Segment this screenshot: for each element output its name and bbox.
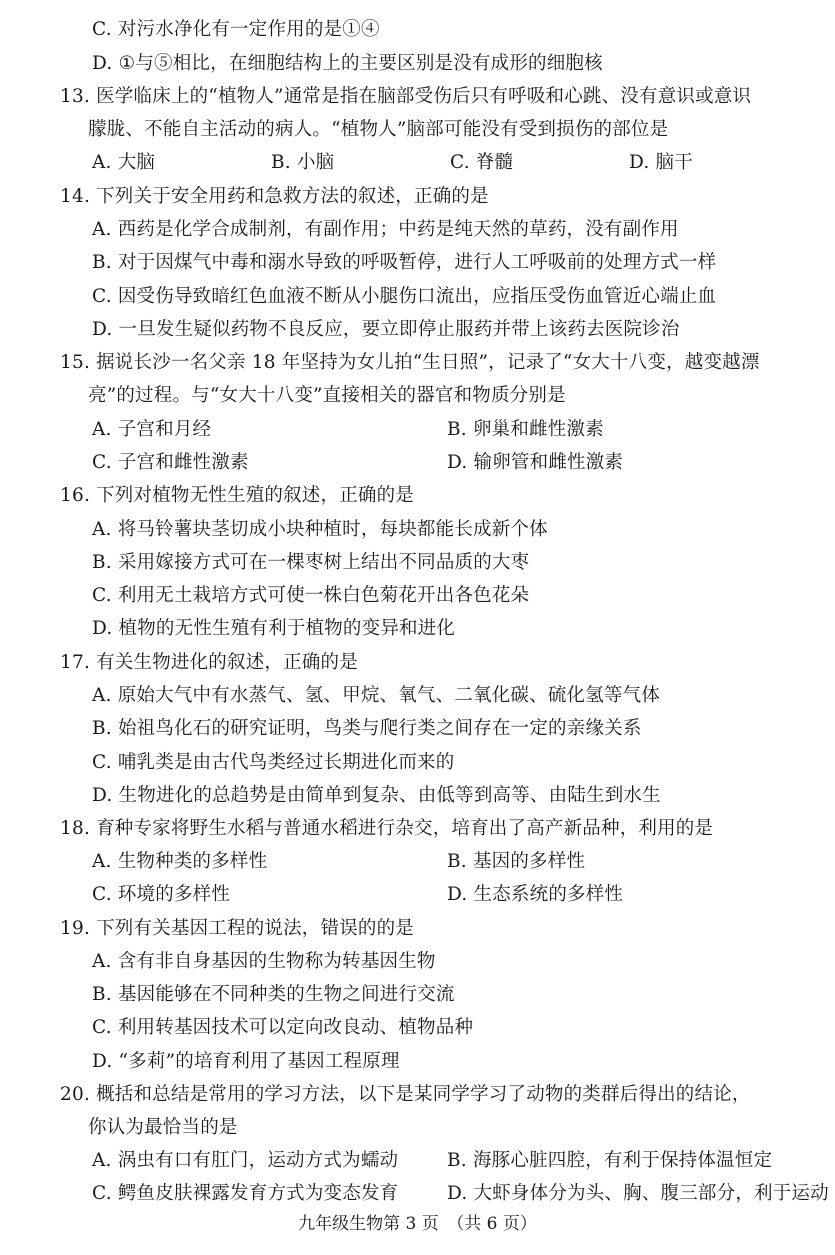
- question-18-stem: 18. 育种专家将野生水稻与普通水稻进行杂交，培育出了高产新品种，利用的是: [60, 818, 714, 839]
- option-c: C. 鳄鱼皮肤裸露发育方式为变态发育: [92, 1183, 399, 1204]
- page-footer: 九年级生物第 3 页 （共 6 页）: [298, 1214, 537, 1234]
- option-c: C. 子宫和雌性激素: [92, 452, 249, 473]
- question-20-options-ab: [92, 1149, 825, 1173]
- option-d: D. 生态系统的多样性: [447, 884, 624, 905]
- question-15-options-cd: [92, 451, 825, 475]
- question-14-stem: 14. 下列关于安全用药和急救方法的叙述，正确的是: [60, 186, 489, 207]
- option-c: C. 脊髓: [450, 152, 514, 173]
- question-13-stem: 13. 医学临床上的“植物人”通常是指在脑部受伤后只有呼吸和心跳、没有意识或意识: [60, 86, 752, 107]
- option-a: A. 生物种类的多样性: [92, 851, 268, 872]
- question-20-stem: 20. 概括和总结是常用的学习方法，以下是某同学学习了动物的类群后得出的结论，: [60, 1084, 751, 1105]
- option-a: A. 含有非自身基因的生物称为转基因生物: [92, 951, 436, 972]
- question-15-options-ab: [92, 418, 825, 442]
- option-a: A. 涡虫有口有肛门，运动方式为蠕动: [92, 1150, 399, 1171]
- option-b: B. 海豚心脏四腔，有利于保持体温恒定: [447, 1150, 773, 1171]
- option-b: B. 基因能够在不同种类的生物之间进行交流: [92, 984, 455, 1005]
- option-d: D. ①与⑤相比，在细胞结构上的主要区别是没有成形的细胞核: [92, 53, 603, 74]
- option-c: C. 利用无土栽培方式可使一株白色菊花开出各色花朵: [92, 585, 530, 606]
- option-c: C. 环境的多样性: [92, 884, 231, 905]
- option-b: B. 始祖鸟化石的研究证明，鸟类与爬行类之间存在一定的亲缘关系: [92, 718, 642, 739]
- question-18-options-cd: [92, 883, 825, 907]
- question-20-stem-cont: 你认为最恰当的是: [88, 1117, 238, 1138]
- option-c: C. 对污水净化有一定作用的是①④: [92, 19, 380, 40]
- question-15-stem: 15. 据说长沙一名父亲 18 年坚持为女儿拍“生日照”，记录了“女大十八变，越变越漂: [60, 352, 760, 373]
- option-b: B. 小脑: [271, 152, 335, 173]
- option-b: B. 采用嫁接方式可在一棵枣树上结出不同品质的大枣: [92, 552, 530, 573]
- question-20-options-cd: [92, 1182, 829, 1206]
- option-d: D. “多莉”的培育利用了基因工程原理: [92, 1051, 400, 1072]
- option-c: C. 哺乳类是由古代鸟类经过长期进化而来的: [92, 752, 455, 773]
- option-b: B. 对于因煤气中毒和溺水导致的呼吸暂停，进行人工呼吸前的处理方式一样: [92, 252, 717, 273]
- option-a: A. 西药是化学合成制剂，有副作用；中药是纯天然的草药，没有副作用: [92, 219, 679, 240]
- option-a: A. 大脑: [92, 152, 156, 173]
- question-19-stem: 19. 下列有关基因工程的说法，错误的的是: [60, 918, 415, 939]
- option-a: A. 将马铃薯块茎切成小块种植时，每块都能长成新个体: [92, 519, 548, 540]
- question-13-options: [92, 151, 825, 175]
- question-15-stem-cont: 亮”的过程。与“女大十八变”直接相关的器官和物质分别是: [88, 385, 566, 406]
- option-d: D. 输卵管和雌性激素: [447, 452, 624, 473]
- option-d: D. 植物的无性生殖有利于植物的变异和进化: [92, 618, 456, 639]
- option-a: A. 子宫和月经: [92, 419, 212, 440]
- option-d: D. 大虾身体分为头、胸、腹三部分，利于运动: [447, 1183, 829, 1204]
- option-c: C. 因受伤导致暗红色血液不断从小腿伤口流出，应指压受伤血管近心端止血: [92, 286, 717, 307]
- option-d: D. 生物进化的总趋势是由简单到复杂、由低等到高等、由陆生到水生: [92, 785, 661, 806]
- question-16-stem: 16. 下列对植物无性生殖的叙述，正确的是: [60, 485, 415, 506]
- question-17-stem: 17. 有关生物进化的叙述，正确的是: [60, 652, 358, 673]
- question-18-options-ab: [92, 850, 825, 874]
- question-13-stem-cont: 朦胧、不能自主活动的病人。“植物人”脑部可能没有受到损伤的部位是: [88, 119, 669, 140]
- option-b: B. 基因的多样性: [447, 851, 586, 872]
- option-d: D. 一旦发生疑似药物不良反应，要立即停止服药并带上该药去医院诊治: [92, 319, 680, 340]
- option-a: A. 原始大气中有水蒸气、氢、甲烷、氧气、二氧化碳、硫化氢等气体: [92, 685, 661, 706]
- option-d: D. 脑干: [629, 152, 693, 173]
- option-b: B. 卵巢和雌性激素: [447, 419, 604, 440]
- option-c: C. 利用转基因技术可以定向改良动、植物品种: [92, 1017, 474, 1038]
